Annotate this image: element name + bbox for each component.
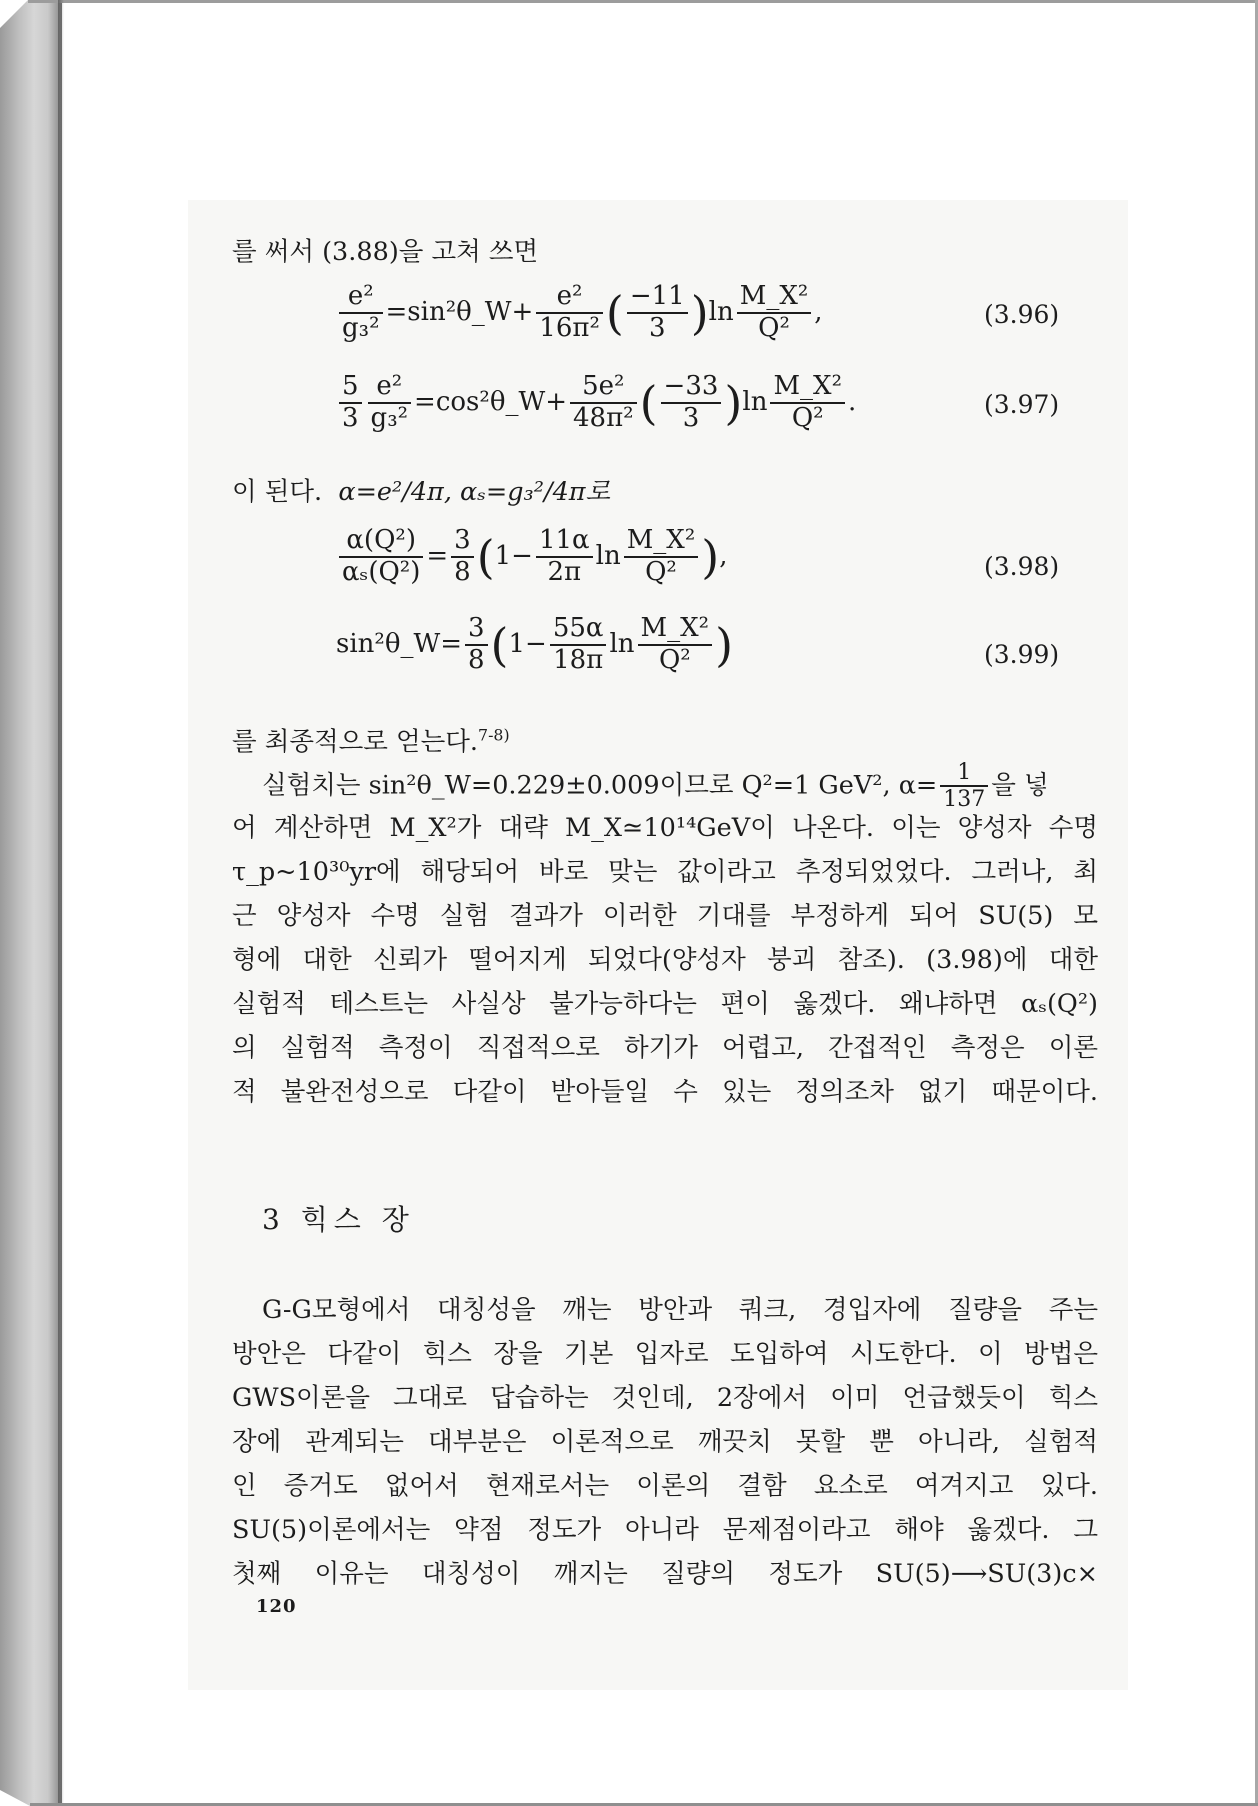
fraction: $\frac{\text{M\_X²}}{\text{Q²}}$: [638, 614, 713, 676]
equation-number: (3.99): [984, 640, 1060, 669]
equation-number: (3.96): [984, 300, 1060, 329]
equation-3-99: sin²θ_W= $\frac{3}{8}$ (1− $\frac{55\alpha}{18\pi}$ ln $\frac{\text{M\_X²}}{\text{Q²}}$ ): [336, 613, 734, 675]
fraction: $\frac{\text{e²}}{\text{16π²}}$: [536, 282, 603, 344]
para2-line: 장에 관계되는 대부분은 이론적으로 깨끗치 못할 뿐 아니라, 실험적: [232, 1427, 1098, 1457]
page-gutter-shadow: [58, 0, 64, 1806]
para2-line: SU(5)이론에서는 약점 정도가 아니라 문제점이라고 해야 옳겠다. 그: [232, 1515, 1098, 1545]
equation-3-98: $\frac{\text{α(Q²)}}{\text{αₛ(Q²)}}$ = $\frac{3}{8}$ (1− $\frac{11\alpha}{2\pi}$ ln $\frac{\text{M\_X²}}{\text{Q²}}$ ),: [336, 526, 727, 588]
equation-number: (3.97): [984, 390, 1060, 419]
fraction: $\frac{\text{M\_X²}}{\text{Q²}}$: [770, 372, 845, 434]
fraction: $\frac{3}{8}$: [465, 614, 488, 676]
reference-marker: 7-8): [478, 725, 510, 745]
fraction: $\frac{-11}{3}$: [627, 282, 688, 344]
para2-line: G-G모형에서 대칭성을 깨는 방안과 쿼크, 경입자에 질량을 주는: [262, 1295, 1098, 1325]
fraction: $\frac{\text{e²}}{\text{g₃²}}$: [339, 282, 383, 344]
para1-line: 형에 대한 신뢰가 떨어지게 되었다(양성자 붕괴 참조). (3.98)에 대한: [232, 945, 1098, 975]
fraction: $\frac{-33}{3}$: [661, 372, 722, 434]
fraction: $\frac{3}{8}$: [451, 526, 474, 588]
fraction: $\frac{5}{3}$: [339, 372, 362, 434]
fraction: $\frac{55\alpha}{18\pi}$: [550, 614, 607, 676]
intro-text: 를 써서 (3.88)을 고쳐 쓰면: [232, 237, 539, 267]
para2-line: GWS이론을 그대로 답습하는 것인데, 2장에서 이미 언급했듯이 힉스: [232, 1383, 1098, 1413]
equation-number: (3.98): [984, 552, 1060, 581]
fraction: $\frac{\text{5e²}}{\text{48π²}}$: [570, 372, 637, 434]
fraction: $\frac{\text{M\_X²}}{\text{Q²}}$: [737, 282, 812, 344]
fraction: $\frac{11\alpha}{2\pi}$: [536, 526, 593, 588]
para1-line: 근 양성자 수명 실험 결과가 이러한 기대를 부정하게 되어 SU(5) 모: [232, 901, 1098, 931]
para1-line: 적 불완전성으로 다같이 받아들일 수 있는 정의조차 없기 때문이다.: [232, 1077, 1098, 1107]
final-text: 를 최종적으로 얻는다.$^{7-8)}$: [232, 725, 510, 757]
fraction: $\frac{1}{137}$: [940, 760, 988, 813]
para2-line: 방안은 다같이 힉스 장을 기본 입자로 도입하여 시도한다. 이 방법은: [232, 1339, 1098, 1369]
after-eq97-text: 이 된다. α=e²/4π, αₛ=g₃²/4π로: [232, 477, 611, 507]
para1-line: 실험적 테스트는 사실상 불가능하다는 편이 옳겠다. 왜냐하면 αₛ(Q²): [232, 989, 1098, 1019]
para1-line: 실험치는 sin²θ_W=0.229±0.009이므로 Q²=1 GeV², α= $\frac{1}{137}$ 을 넣: [262, 760, 1049, 813]
para2-line: 첫째 이유는 대칭성이 깨지는 질량의 정도가 SU(5)⟶SU(3)c×: [232, 1559, 1098, 1589]
fraction: $\frac{\text{e²}}{\text{g₃²}}$: [368, 372, 412, 434]
section-heading: 3 힉스 장: [262, 1203, 415, 1236]
book-spine: [0, 0, 62, 1806]
page-number: 120: [256, 1596, 297, 1617]
equation-3-96: $\frac{\text{e²}}{\text{g₃²}}$ =sin²θ_W+ $\frac{\text{e²}}{\text{16π²}}$ ( $\frac{-11}{3}$ )ln $\frac{\text{M\_X²}}{\text{Q²}}$ ,: [336, 282, 823, 344]
fraction: $\frac{\text{α(Q²)}}{\text{αₛ(Q²)}}$: [339, 526, 423, 588]
para1-line: τ_p~10³⁰yr에 해당되어 바로 맞는 값이라고 추정되었었다. 그러나, 최: [232, 857, 1098, 887]
fraction: $\frac{\text{M\_X²}}{\text{Q²}}$: [624, 526, 699, 588]
equation-3-97: $\frac{5}{3}$ $\frac{\text{e²}}{\text{g₃²}}$ =cos²θ_W+ $\frac{\text{5e²}}{\text{48π²}}$ ( $\frac{-33}{3}$ )ln $\frac{\text{M\_X²}}{\text{Q²}}$ .: [336, 372, 856, 434]
para1-line: 의 실험적 측정이 직접적으로 하기가 어렵고, 간접적인 측정은 이론: [232, 1033, 1098, 1063]
alpha-definition: α=e²/4π, αₛ=g₃²/4π로: [338, 477, 611, 507]
para1-line: 어 계산하면 M_X²가 대략 M_X≃10¹⁴GeV이 나온다. 이는 양성자 수명: [232, 813, 1098, 843]
para2-line: 인 증거도 없어서 현재로서는 이론의 결함 요소로 여겨지고 있다.: [232, 1471, 1098, 1501]
